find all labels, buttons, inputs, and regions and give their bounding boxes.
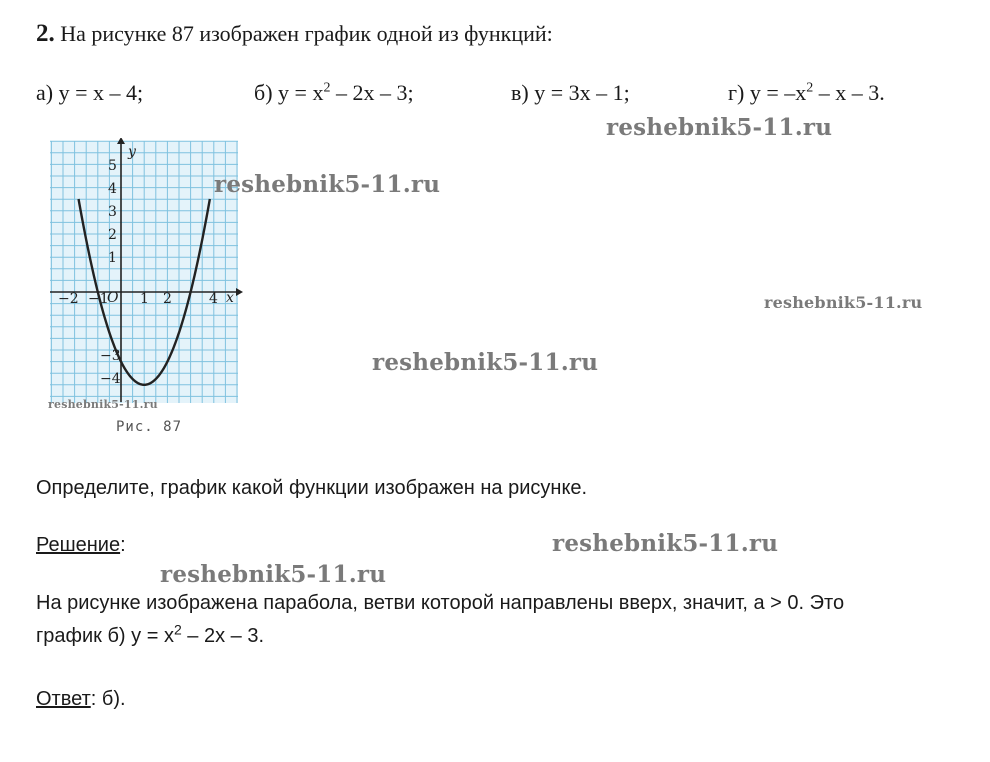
answer-line <box>36 688 126 711</box>
y-tick-label: −4 <box>100 371 121 387</box>
option-g: г) $y = -x^2 - x - 3$. <box>728 80 885 105</box>
x-tick-label: −2 <box>58 291 79 307</box>
option-b: б) $y = x^2 - 2x - 3$; <box>254 80 414 105</box>
x-axis-arrow-icon <box>236 288 243 296</box>
y-axis-label: y <box>128 144 136 160</box>
x-tick-label: −1 <box>88 291 109 307</box>
watermark: reshebnik5-11.ru <box>214 171 441 198</box>
option-a: а) y = x – 4; <box>36 80 144 105</box>
x-tick-label: 4 <box>209 291 218 307</box>
watermark: reshebnik5-11.ru <box>48 398 158 411</box>
watermark: reshebnik5-11.ru <box>552 530 779 557</box>
y-tick-label: 4 <box>108 181 117 197</box>
y-tick-label: 1 <box>108 250 117 266</box>
figure-caption: Рис. 87 <box>116 419 183 435</box>
solution-line-2: график б) $y = x^2 - 2x - 3$. <box>36 621 265 647</box>
problem-text: На рисунке 87 изображен график одной из функций: <box>60 21 553 46</box>
solution-line-1: На рисунке изображена парабола, ветви которой направлены вверх, значит, a > 0. Это <box>36 592 845 614</box>
y-tick-label: 5 <box>108 158 117 174</box>
watermark: reshebnik5-11.ru <box>160 561 387 588</box>
watermark: reshebnik5-11.ru <box>764 293 923 312</box>
origin-label: O <box>107 290 119 306</box>
solution-heading-line: Решение: <box>36 534 126 556</box>
question-text: Определите, график какой функции изображен на рисунке. <box>36 477 588 499</box>
x-tick-label: 2 <box>163 291 172 307</box>
option-v: в) y = 3x – 1; <box>511 80 630 105</box>
solution-heading: Решение <box>36 534 121 556</box>
watermark: reshebnik5-11.ru <box>606 114 833 141</box>
y-tick-label: −3 <box>100 348 121 364</box>
y-tick-label: 3 <box>108 204 117 220</box>
y-tick-label: 2 <box>108 227 117 243</box>
x-axis-label: x <box>226 290 234 306</box>
answer-heading: Ответ <box>36 688 91 710</box>
x-tick-label: 1 <box>140 291 149 307</box>
answer-value: : б). <box>90 688 126 710</box>
watermark: reshebnik5-11.ru <box>372 349 599 376</box>
problem-number: 2. <box>36 20 55 47</box>
problem-statement <box>36 20 553 48</box>
